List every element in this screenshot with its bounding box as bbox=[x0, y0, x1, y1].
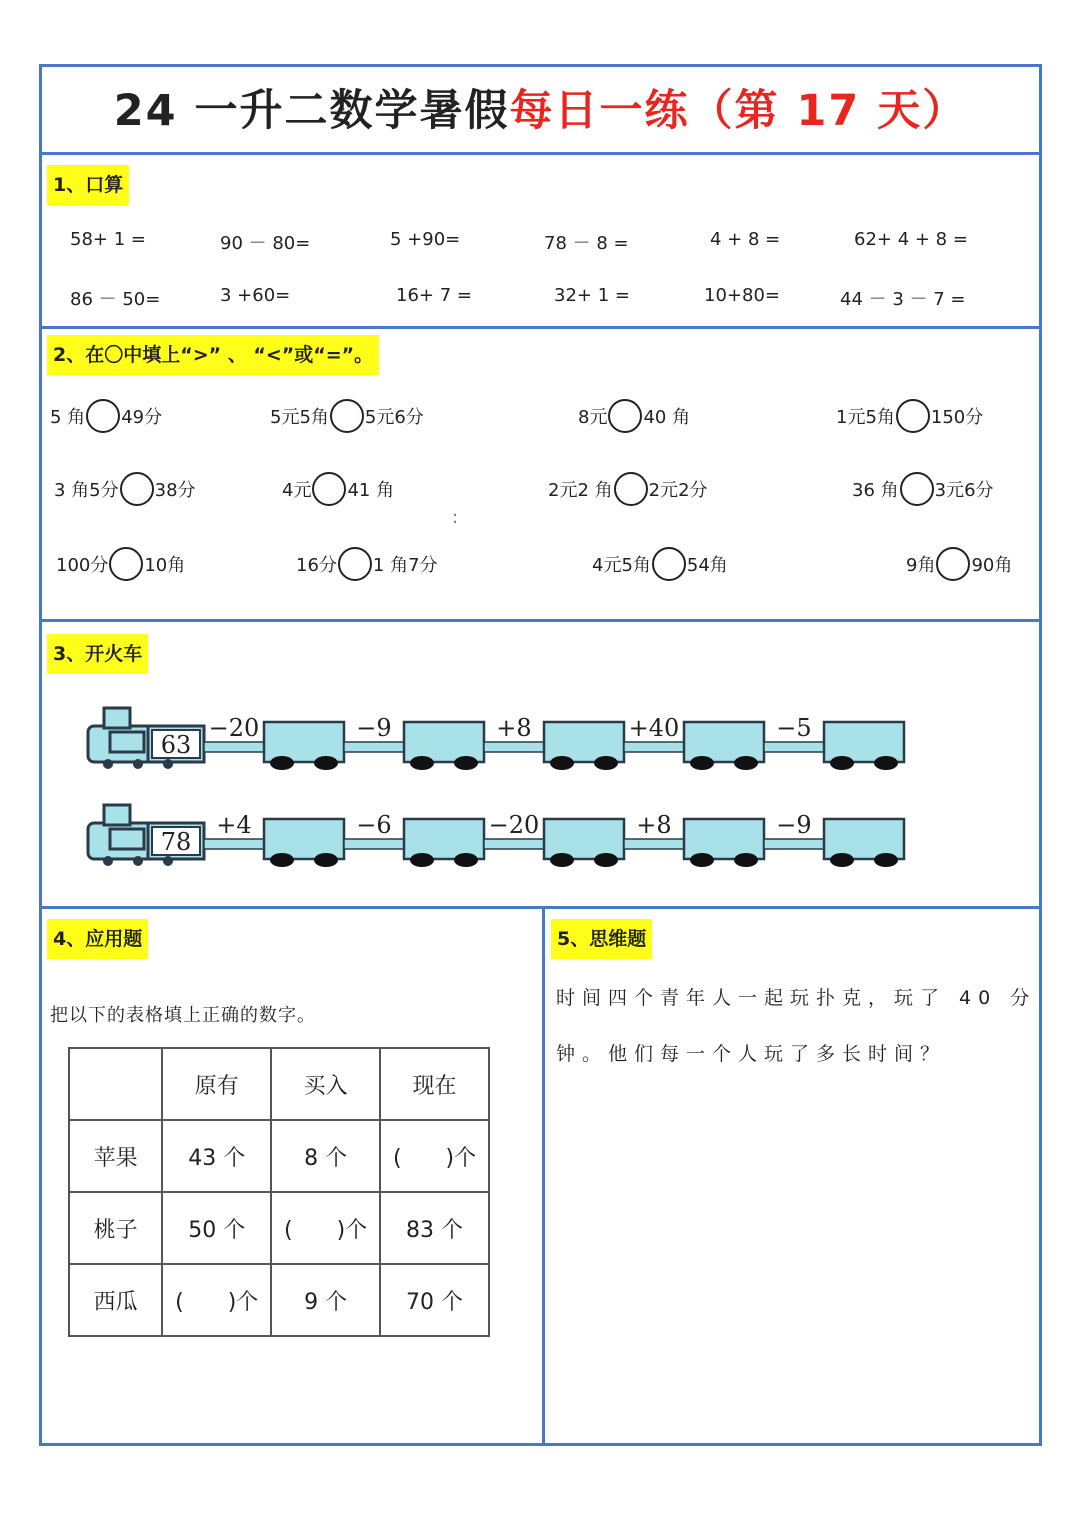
car-wheel bbox=[314, 853, 338, 867]
compare-item: 9角 90角 bbox=[906, 547, 1012, 581]
train-car bbox=[824, 722, 904, 762]
locomotive-wheel bbox=[133, 759, 143, 769]
answer-circle[interactable] bbox=[330, 399, 364, 433]
car-wheel bbox=[594, 756, 618, 770]
problem: 86 － 50= bbox=[70, 289, 161, 310]
section-2-label: 2、在〇中填上“>” 、 “<”或“=”。 bbox=[47, 335, 379, 375]
table-cell: 70 个 bbox=[380, 1264, 489, 1336]
operation-label: −20 bbox=[488, 811, 540, 839]
car-wheel bbox=[454, 853, 478, 867]
car-wheel bbox=[830, 853, 854, 867]
table-header-cell: 现在 bbox=[380, 1048, 489, 1120]
operation-label: −6 bbox=[356, 811, 392, 839]
train-car bbox=[544, 819, 624, 859]
table-cell: 9 个 bbox=[271, 1264, 380, 1336]
section-train bbox=[42, 622, 1039, 909]
locomotive-wheel bbox=[133, 856, 143, 866]
coupling bbox=[764, 742, 824, 752]
compare-item: 1元5角 150分 bbox=[836, 399, 983, 433]
coupling bbox=[624, 839, 684, 849]
table-cell: 50 个 bbox=[162, 1192, 271, 1264]
train-car bbox=[824, 819, 904, 859]
problem: 62+ 4 + 8 = bbox=[854, 229, 968, 250]
locomotive bbox=[88, 708, 204, 769]
car-wheel bbox=[550, 853, 574, 867]
answer-circle[interactable] bbox=[614, 472, 648, 506]
operation-label: −5 bbox=[776, 714, 812, 742]
column-divider bbox=[542, 909, 545, 1446]
section-4-label: 4、应用题 bbox=[47, 919, 148, 959]
answer-circle[interactable] bbox=[312, 472, 346, 506]
car-wheel bbox=[690, 853, 714, 867]
train-2 bbox=[86, 797, 906, 867]
answer-circle[interactable] bbox=[896, 399, 930, 433]
compare-item: 5 角 49分 bbox=[50, 399, 162, 433]
train-car bbox=[544, 722, 624, 762]
compare-item: 16分 1 角7分 bbox=[296, 547, 438, 581]
table-header-cell: 原有 bbox=[162, 1048, 271, 1120]
compare-item: 8元 40 角 bbox=[578, 399, 690, 433]
problem: 10+80= bbox=[704, 285, 780, 306]
title-main: 24 一升二数学暑假 bbox=[113, 86, 510, 136]
coupling bbox=[344, 839, 404, 849]
worksheet-frame bbox=[39, 64, 1042, 1446]
car-wheel bbox=[314, 756, 338, 770]
locomotive-cab bbox=[104, 708, 130, 728]
problem: 16+ 7 = bbox=[396, 285, 472, 306]
train-car bbox=[264, 819, 344, 859]
table-answer-cell[interactable]: ( )个 bbox=[162, 1264, 271, 1336]
start-number: 63 bbox=[160, 731, 192, 759]
answer-circle[interactable] bbox=[608, 399, 642, 433]
car-wheel bbox=[270, 853, 294, 867]
problem: 58+ 1 = bbox=[70, 229, 146, 250]
locomotive-wheel bbox=[163, 856, 173, 866]
fruit-table bbox=[68, 1047, 490, 1337]
table-row-label: 西瓜 bbox=[69, 1264, 162, 1336]
locomotive-cab bbox=[104, 805, 130, 825]
operation-label: +40 bbox=[628, 714, 680, 742]
compare-item: 36 角 3元6分 bbox=[852, 472, 994, 506]
table-answer-cell[interactable]: ( )个 bbox=[271, 1192, 380, 1264]
problem: 44 － 3 － 7 = bbox=[840, 289, 966, 310]
table-header-cell bbox=[69, 1048, 162, 1120]
car-wheel bbox=[410, 756, 434, 770]
start-number: 78 bbox=[160, 828, 192, 856]
train-1 bbox=[86, 700, 906, 770]
section-bottom bbox=[42, 909, 1039, 1446]
answer-circle[interactable] bbox=[652, 547, 686, 581]
locomotive-wheel bbox=[163, 759, 173, 769]
locomotive-wheel bbox=[103, 856, 113, 866]
operation-label: +8 bbox=[496, 714, 532, 742]
problem: 78 － 8 = bbox=[544, 233, 629, 254]
train-car bbox=[404, 819, 484, 859]
section-3-label: 3、开火车 bbox=[47, 634, 148, 674]
car-wheel bbox=[874, 853, 898, 867]
problem: 3 +60= bbox=[220, 285, 291, 306]
car-wheel bbox=[270, 756, 294, 770]
table-row-label: 桃子 bbox=[69, 1192, 162, 1264]
coupling bbox=[484, 839, 544, 849]
locomotive-wheel bbox=[103, 759, 113, 769]
answer-circle[interactable] bbox=[936, 547, 970, 581]
problem: 4 + 8 = bbox=[710, 229, 781, 250]
answer-circle[interactable] bbox=[120, 472, 154, 506]
operation-label: −9 bbox=[776, 811, 812, 839]
answer-circle[interactable] bbox=[900, 472, 934, 506]
section-compare bbox=[42, 329, 1039, 622]
compare-item: 4元5角 54角 bbox=[592, 547, 728, 581]
table-cell: 83 个 bbox=[380, 1192, 489, 1264]
coupling bbox=[484, 742, 544, 752]
compare-item: 5元5角 5元6分 bbox=[270, 399, 424, 433]
table-answer-cell[interactable]: ( )个 bbox=[380, 1120, 489, 1192]
train-car bbox=[684, 819, 764, 859]
car-wheel bbox=[830, 756, 854, 770]
table-prompt: 把以下的表格填上正确的数字。 bbox=[50, 1005, 316, 1026]
car-wheel bbox=[734, 853, 758, 867]
car-wheel bbox=[734, 756, 758, 770]
section-mental-math bbox=[42, 155, 1039, 329]
compare-item: 3 角5分 38分 bbox=[54, 472, 196, 506]
car-wheel bbox=[690, 756, 714, 770]
page-title bbox=[42, 67, 1039, 155]
operation-label: −9 bbox=[356, 714, 392, 742]
locomotive bbox=[88, 805, 204, 866]
compare-item: 2元2 角 2元2分 bbox=[548, 472, 708, 506]
coupling bbox=[624, 742, 684, 752]
operation-label: −20 bbox=[208, 714, 260, 742]
car-wheel bbox=[550, 756, 574, 770]
operation-label: +8 bbox=[636, 811, 672, 839]
answer-circle[interactable] bbox=[86, 399, 120, 433]
table-cell: 43 个 bbox=[162, 1120, 271, 1192]
problem: 5 +90= bbox=[390, 229, 461, 250]
thinking-question-line1: 时间四个青年人一起玩扑克，玩了 40 分 bbox=[556, 987, 1037, 1009]
answer-circle[interactable] bbox=[109, 547, 143, 581]
car-wheel bbox=[454, 756, 478, 770]
operation-label: +4 bbox=[216, 811, 252, 839]
train-car bbox=[684, 722, 764, 762]
coupling bbox=[344, 742, 404, 752]
problem: 32+ 1 = bbox=[554, 285, 630, 306]
train-car bbox=[264, 722, 344, 762]
table-row-label: 苹果 bbox=[69, 1120, 162, 1192]
section-1-label: 1、口算 bbox=[47, 165, 129, 205]
answer-circle[interactable] bbox=[338, 547, 372, 581]
compare-item: 4元 41 角 bbox=[282, 472, 394, 506]
table-cell: 8 个 bbox=[271, 1120, 380, 1192]
section-5-label: 5、思维题 bbox=[551, 919, 652, 959]
car-wheel bbox=[410, 853, 434, 867]
coupling bbox=[204, 839, 264, 849]
thinking-question-line2: 钟。他们每一个人玩了多长时间？ bbox=[556, 1043, 947, 1065]
car-wheel bbox=[874, 756, 898, 770]
title-red: 每日一练（第 17 天） bbox=[509, 86, 968, 136]
table-header-cell: 买入 bbox=[271, 1048, 380, 1120]
stray-mark: : bbox=[452, 507, 459, 528]
car-wheel bbox=[594, 853, 618, 867]
problem: 90 － 80= bbox=[220, 233, 311, 254]
coupling bbox=[764, 839, 824, 849]
compare-item: 100分 10角 bbox=[56, 547, 185, 581]
train-car bbox=[404, 722, 484, 762]
coupling bbox=[204, 742, 264, 752]
